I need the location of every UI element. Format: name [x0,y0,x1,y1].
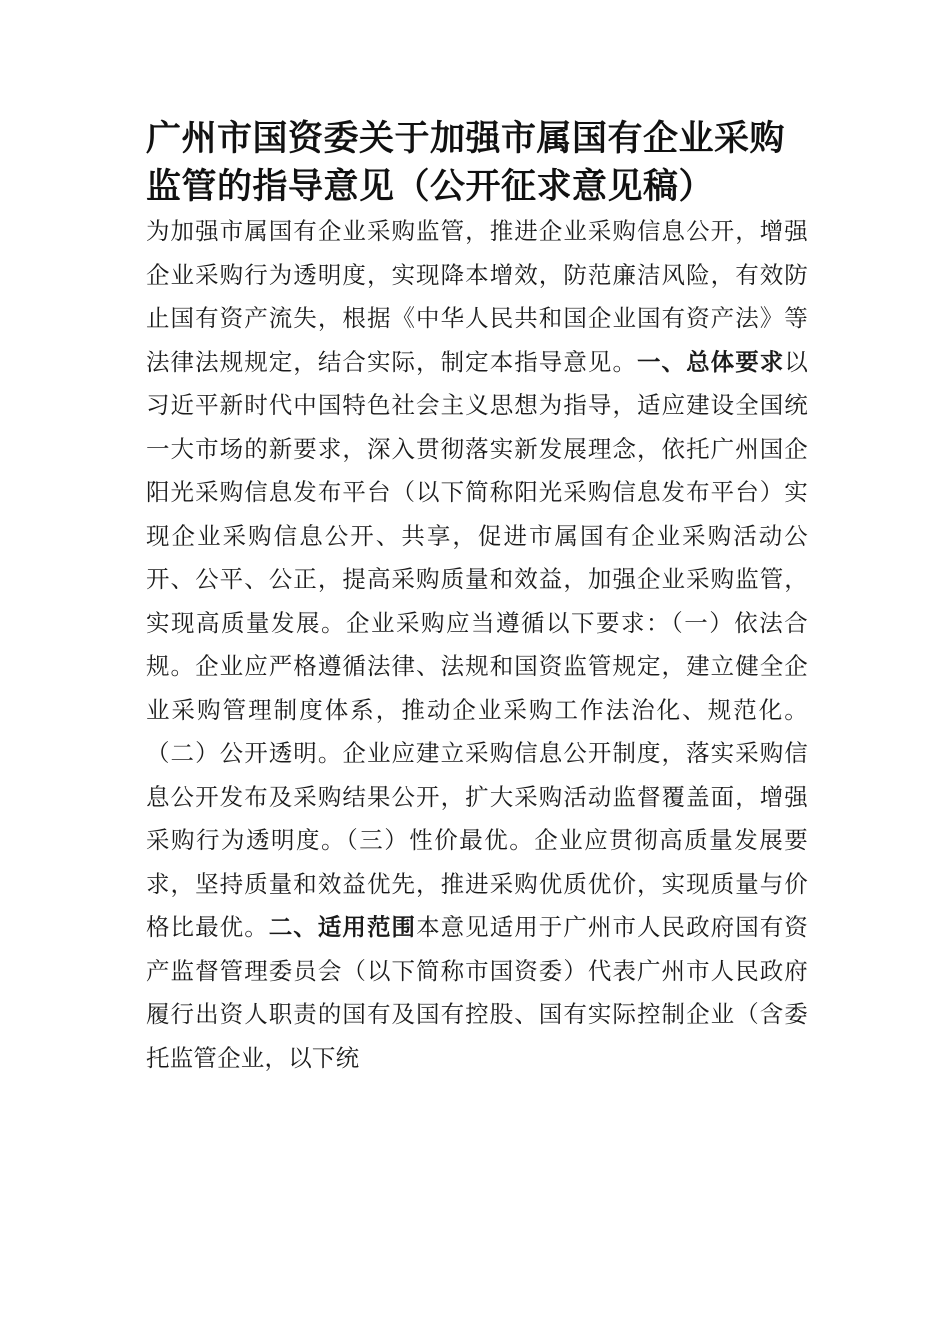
general-requirements-text: 以习近平新时代中国特色社会主义思想为指导，适应建设全国统一大市场的新要求，深入贯彻落实新发展理念，依托广州国企阳光采购信息发布平台（以下简称阳光采购信息发布平台）实现企业采购信息公开、共享，促进市属国有企业采购活动公开、公平、公正，提高采购质量和效益，加强企业采购监管，实现高质量发展。企业采购应当遵循以下要求：（一）依法合规。企业应严格遵循法律、法规和国资监管规定，建立健全企业采购管理制度体系，推动企业采购工作法治化、规范化。（二）公开透明。企业应建立采购信息公开制度，落实采购信息公开发布及采购结果公开，扩大采购活动监督覆盖面，增强采购行为透明度。（三）性价最优。企业应贯彻高质量发展要求，坚持质量和效益优先，推进采购优质优价，实现质量与价格比最优。 [146,347,809,941]
section-heading-general-requirements: 一、总体要求 [637,347,785,376]
scope-text: 本意见适用于广州市人民政府国有资产监督管理委员会（以下简称市国资委）代表广州市人民政府履行出资人职责的国有及国有控股、国有实际控制企业（含委托监管企业，以下统 [146,913,809,1072]
document-title: 广州市国资委关于加强市属国有企业采购监管的指导意见（公开征求意见稿） [146,119,786,207]
document-body [146,210,808,1080]
intro-paragraph: 为加强市属国有企业采购监管，推进企业采购信息公开，增强企业采购行为透明度，实现降本增效，防范廉洁风险，有效防止国有资产流失，根据《中华人民共和国企业国有资产法》等法律法规规定，结合实际，制定本指导意见。 [146,217,808,376]
section-heading-scope: 二、适用范围 [268,913,417,941]
